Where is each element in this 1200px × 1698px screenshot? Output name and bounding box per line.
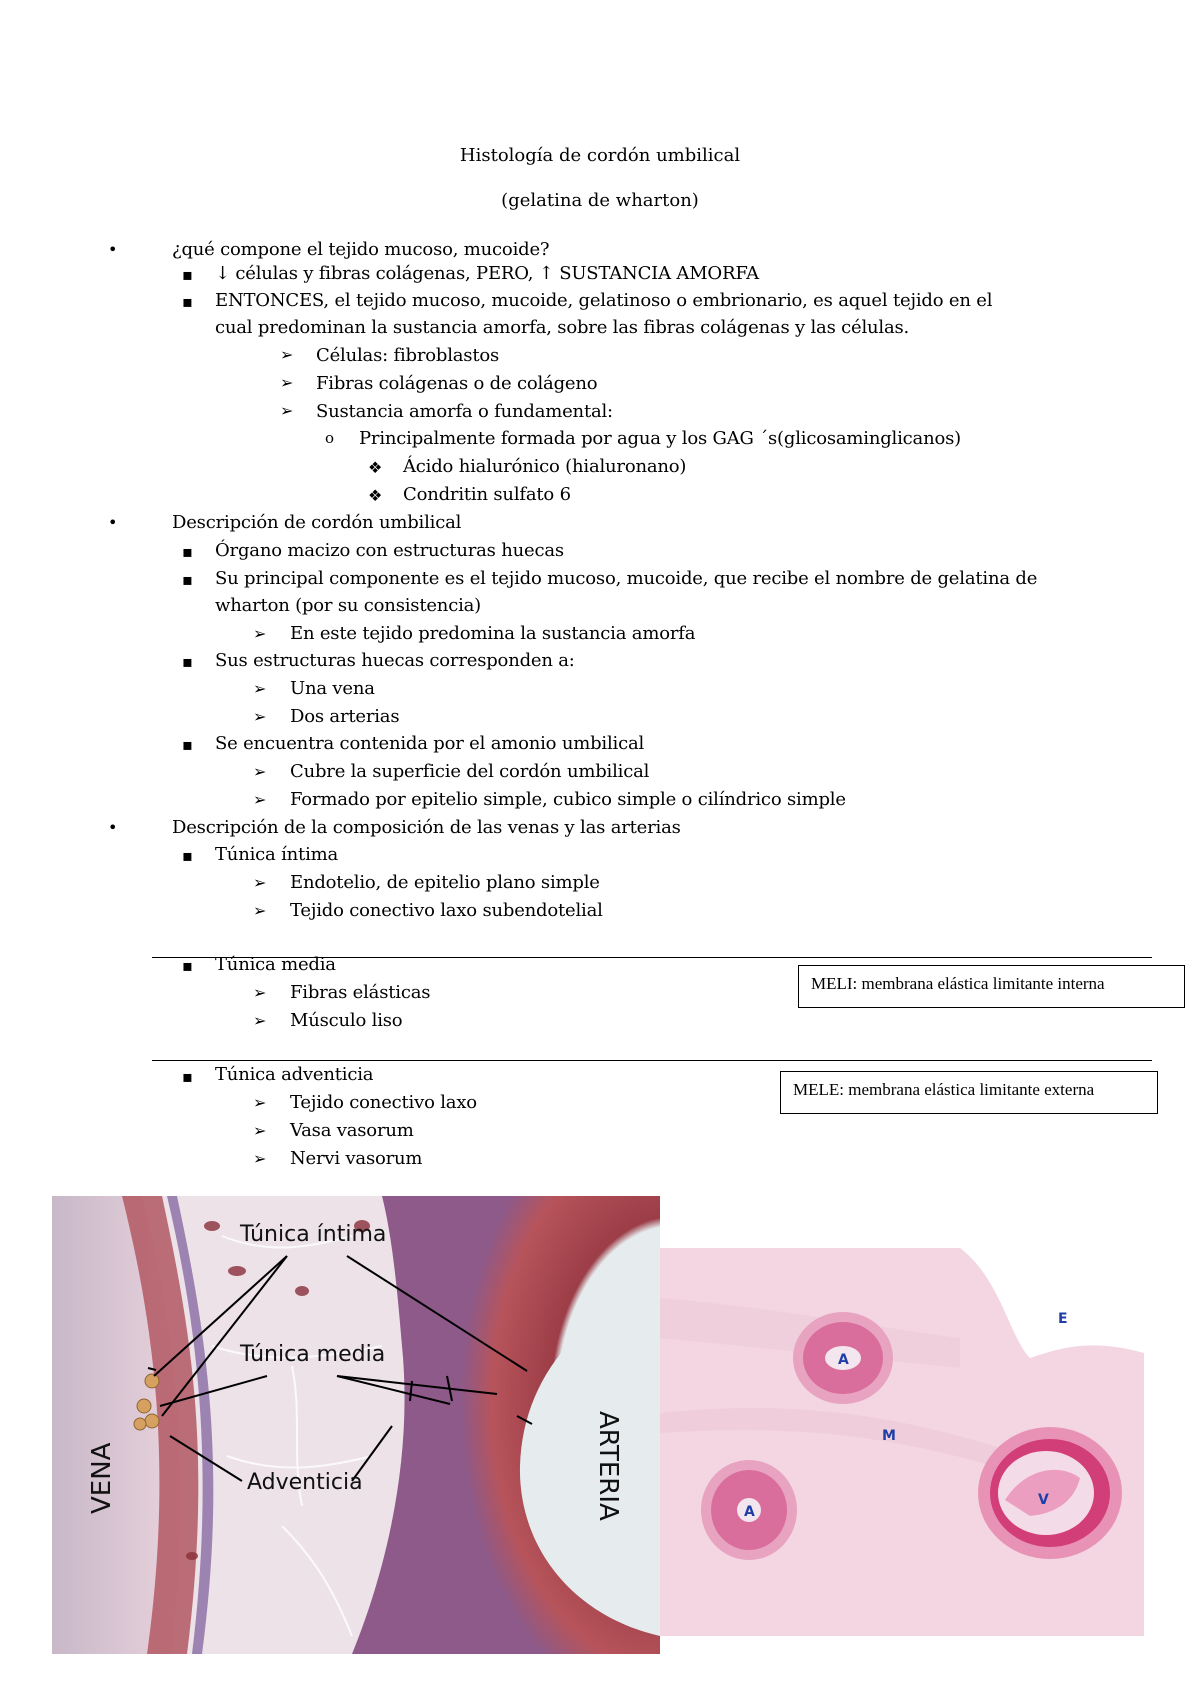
section-heading: Descripción de la composición de las venas y las arterias [172, 817, 681, 838]
arrow-bullet-icon: ➢ [253, 901, 267, 920]
label-epitelio: E [1058, 1311, 1068, 1327]
micrograph-vena-arteria [52, 1196, 660, 1654]
label-arteria: ARTERIA [593, 1411, 623, 1521]
label-adventicia: Adventicia [247, 1470, 363, 1495]
label-tunica-intima: Túnica íntima [240, 1222, 387, 1247]
list-item: Ácido hialurónico (hialuronano) [403, 456, 687, 477]
arrow-bullet-icon: ➢ [253, 873, 267, 892]
square-bullet-icon: ▪ [182, 735, 193, 754]
section-heading: Descripción de cordón umbilical [172, 512, 462, 533]
list-item: Sustancia amorfa o fundamental: [316, 401, 613, 422]
list-item: Tejido conectivo laxo subendotelial [290, 900, 603, 921]
label-arteria-1: A [838, 1352, 849, 1368]
circle-bullet-icon: o [325, 429, 335, 447]
list-item: Túnica adventicia [215, 1064, 374, 1085]
list-item: Fibras elásticas [290, 982, 431, 1003]
square-bullet-icon: ▪ [182, 846, 193, 865]
list-item: Músculo liso [290, 1010, 403, 1031]
list-item: Vasa vasorum [290, 1120, 414, 1141]
square-bullet-icon: ▪ [182, 956, 193, 975]
bullet-icon: • [108, 240, 118, 259]
list-item-continuation: cual predominan la sustancia amorfa, sobre las fibras colágenas y las células. [215, 317, 910, 338]
square-bullet-icon: ▪ [182, 570, 193, 589]
list-item-continuation: wharton (por su consistencia) [215, 595, 481, 616]
arrow-bullet-icon: ➢ [253, 1121, 267, 1140]
square-bullet-icon: ▪ [182, 292, 193, 311]
list-item: Sus estructuras huecas corresponden a: [215, 650, 575, 671]
square-bullet-icon: ▪ [182, 1067, 193, 1086]
arrow-bullet-icon: ➢ [253, 790, 267, 809]
document-subtitle: (gelatina de wharton) [501, 190, 699, 211]
arrow-bullet-icon: ➢ [280, 345, 294, 364]
note-meli: MELI: membrana elástica limitante interna [798, 965, 1185, 1008]
list-item: Tejido conectivo laxo [290, 1092, 477, 1113]
list-item: Una vena [290, 678, 375, 699]
diamond-bullet-icon: ❖ [368, 486, 383, 505]
label-mucoso: M [882, 1428, 896, 1444]
square-bullet-icon: ▪ [182, 542, 193, 561]
list-item: Células: fibroblastos [316, 345, 500, 366]
list-item: Órgano macizo con estructuras huecas [215, 540, 564, 561]
list-item: Túnica media [215, 954, 336, 975]
list-item: ENTONCES, el tejido mucoso, mucoide, gelatinoso o embrionario, es aquel tejido en el [215, 290, 993, 311]
square-bullet-icon: ▪ [182, 265, 193, 284]
arrow-bullet-icon: ➢ [253, 983, 267, 1002]
arrow-bullet-icon: ➢ [253, 1011, 267, 1030]
label-arteria-2: A [744, 1504, 755, 1520]
list-item: Condritin sulfato 6 [403, 484, 571, 505]
list-item: Fibras colágenas o de colágeno [316, 373, 598, 394]
square-bullet-icon: ▪ [182, 652, 193, 671]
horizontal-divider [152, 1060, 1152, 1061]
list-item: ↓ células y fibras colágenas, PERO, ↑ SUSTANCIA AMORFA [215, 263, 759, 284]
list-item: En este tejido predomina la sustancia amorfa [290, 623, 696, 644]
micrograph-cordon-umbilical [660, 1248, 1144, 1636]
arrow-bullet-icon: ➢ [253, 624, 267, 643]
list-item: Túnica íntima [215, 844, 339, 865]
document-title: Histología de cordón umbilical [459, 145, 741, 166]
list-item: Endotelio, de epitelio plano simple [290, 872, 600, 893]
arrow-bullet-icon: ➢ [253, 1093, 267, 1112]
list-item: Cubre la superficie del cordón umbilical [290, 761, 650, 782]
arrow-bullet-icon: ➢ [253, 679, 267, 698]
list-item: Se encuentra contenida por el amonio umbilical [215, 733, 645, 754]
bullet-icon: • [108, 513, 118, 532]
arrow-bullet-icon: ➢ [253, 762, 267, 781]
arrow-bullet-icon: ➢ [280, 373, 294, 392]
note-mele: MELE: membrana elástica limitante externa [780, 1071, 1158, 1114]
arrow-bullet-icon: ➢ [280, 401, 294, 420]
diamond-bullet-icon: ❖ [368, 458, 383, 477]
list-item: Formado por epitelio simple, cubico simple o cilíndrico simple [290, 789, 846, 810]
vein [978, 1427, 1122, 1559]
list-item: Nervi vasorum [290, 1148, 423, 1169]
list-item: Su principal componente es el tejido mucoso, mucoide, que recibe el nombre de gelatina de [215, 568, 1038, 589]
arrow-bullet-icon: ➢ [253, 1149, 267, 1168]
label-vena: VENA [87, 1442, 117, 1514]
list-item: Dos arterias [290, 706, 400, 727]
list-item: Principalmente formada por agua y los GAG ´s(glicosaminglicanos) [359, 428, 961, 449]
label-vena: V [1038, 1492, 1049, 1508]
bullet-icon: • [108, 818, 118, 837]
label-tunica-media: Túnica media [240, 1342, 386, 1367]
arrow-bullet-icon: ➢ [253, 707, 267, 726]
section-heading: ¿qué compone el tejido mucoso, mucoide? [172, 239, 550, 260]
